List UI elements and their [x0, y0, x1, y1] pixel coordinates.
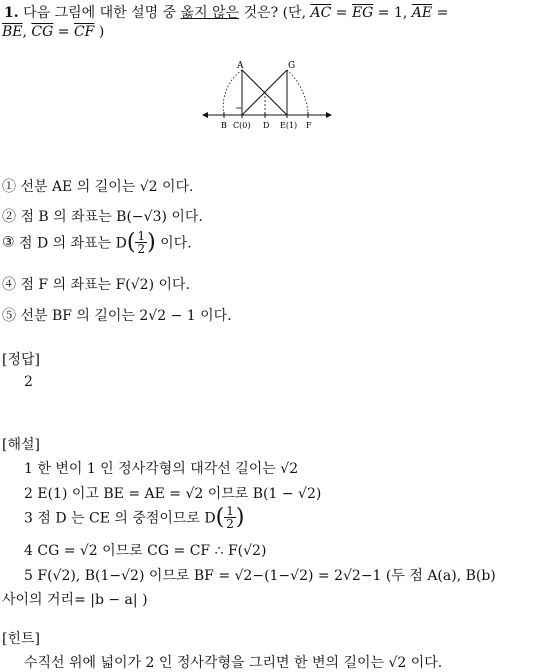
answer-label: [정답] [2, 352, 40, 368]
question-line-1: 1. 다음 그림에 대한 설명 중 옳지 않은 것은? (단, $\overline{AC} = \overline{EG} = 1$, $\overline{AE}$ = [4, 5, 449, 21]
segment-cg: $\overline{CG}$ [31, 24, 54, 40]
question-number: 1. [4, 5, 19, 21]
option-5 [2, 305, 232, 325]
segment-cf: $\overline{CF}$ [73, 24, 95, 40]
label-a: A [237, 61, 244, 71]
option-3-text-b: 이다. [160, 235, 192, 252]
option-3-text: 점 D 의 좌표는 D [19, 235, 127, 252]
segment-eg: $\overline{EG}$ [351, 5, 374, 21]
label-c0: C(0) [233, 121, 251, 130]
label-b: B [221, 121, 227, 130]
explanation-label: [해설] [2, 437, 40, 453]
segment-ae: $\overline{AE}$ [411, 5, 433, 21]
explanation-line-4: 4 CG = √2 이므로 CG = CF ∴ F(√2) [24, 543, 267, 559]
question-text: 다음 그림에 대한 설명 중 [23, 5, 181, 21]
close-paren-2: ) [235, 505, 245, 530]
option-4-text: 점 F 의 좌표는 F(√2) 이다. [20, 277, 191, 293]
option-3 [2, 230, 192, 255]
option-1-mark: ① [2, 179, 16, 195]
option-2 [2, 206, 203, 226]
hint-text: 수직선 위에 넓이가 2 인 정사각형을 그리면 한 변의 길이는 √2 이다. [24, 655, 443, 671]
number-line-figure [200, 58, 335, 136]
close-paren: ) [147, 230, 156, 255]
option-2-text: 점 B 의 좌표는 B(−√3) 이다. [20, 209, 203, 225]
option-4-mark: ④ [2, 277, 16, 293]
option-3-mark: ③ [2, 234, 15, 251]
label-e1: E(1) [280, 121, 298, 130]
option-1-text: 선분 AE 의 길이는 √2 이다. [20, 179, 194, 195]
left-arrow [202, 112, 208, 118]
segment-ac: $\overline{AC}$ [310, 5, 332, 21]
open-paren: ( [126, 230, 136, 255]
answer-value: 2 [24, 374, 33, 390]
explanation-line-3 [24, 505, 244, 530]
explanation-numerator: 1 [226, 504, 234, 518]
explanation-denominator: 2 [226, 517, 234, 531]
question-text-after: 것은? (단, [239, 5, 311, 21]
hint-label: [힌트] [2, 631, 40, 647]
arc-right [287, 70, 308, 115]
option-5-text: 선분 BF 의 길이는 2√2 − 1 이다. [20, 308, 232, 324]
explanation-line-6: 사이의 거리= |b − a| ) [2, 592, 148, 608]
segment-be: $\overline{BE}$ [2, 24, 23, 40]
option-5-mark: ⑤ [2, 308, 16, 324]
label-g: G [288, 61, 296, 71]
question-closing: ) [98, 24, 105, 40]
option-3-denominator: 2 [137, 242, 146, 256]
explanation-line-2: 2 E(1) 이고 BE = AE = √2 이므로 B(1 − √2) [24, 486, 322, 502]
explanation-fraction [224, 505, 236, 530]
explanation-line-1: 1 한 변이 1 인 정사각형의 대각선 길이는 √2 [24, 461, 299, 477]
right-arrow [326, 112, 332, 118]
option-1 [2, 176, 194, 196]
question-line-2: $\overline{BE}$, $\overline{CG} = \overline{CF}$ ) [2, 24, 105, 40]
eq-one: = 1, [373, 5, 408, 21]
explanation-line-3-text: 3 점 D 는 CE 의 중점이므로 D [24, 510, 216, 527]
explanation-line-5: 5 F(√2), B(1−√2) 이므로 BF = √2−(1−√2) = 2√2−1 (두 점 A(a), B(b) [24, 568, 496, 584]
label-f: F [306, 121, 312, 130]
open-paren-2: ( [215, 505, 225, 530]
option-2-mark: ② [2, 209, 16, 225]
option-4 [2, 274, 190, 294]
question-underlined: 옳지 않은 [180, 5, 240, 21]
label-d: D [263, 121, 270, 130]
option-3-numerator: 1 [137, 229, 146, 243]
option-3-fraction [135, 230, 147, 255]
